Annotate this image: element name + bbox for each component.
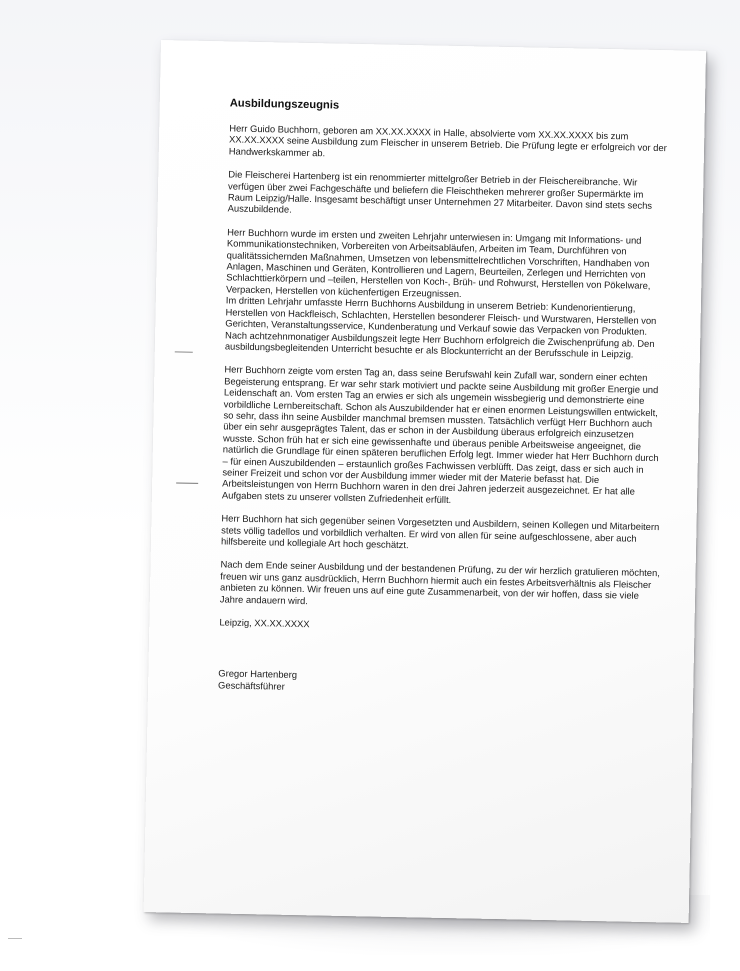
paragraph-training-year-3: Im dritten Lehrjahr umfasste Herrn Buchhorns Ausbildung in unserem Betrieb: Kundenorientierung, Herstellen von Hackfleisch, Schlachten, Herstellen besonderer Fleisch- und Wurstwaren, Herstellen von Gerichten, Veranstaltungsservice, Kundenberatung und Verkauf sowie das Verpacken von Produkten. Nach achtzehnmonatiger Ausbildungszeit legte Herr Buchhorn erfolgreich die Zwischenprüfung ab. Den ausbildungsbegleitenden Unterricht besuchte er als Blockunterricht an der Berufsschule in Leipzig. (224, 294, 657, 360)
paragraph-performance: Herr Buchhorn zeigte vom ersten Tag an, dass seine Berufswahl kein Zufall war, sondern einer echten Begeisterung entsprang. Er war sehr stark motiviert und packte seine Ausbildung mit großer Energie und Leidenschaft an. Vom ersten Tag an erwies er sich als ungemein wissbegierig und demonstrierte eine vorbildliche Lernbereitschaft. Schon als Auszubildender hat er einen enormen Leistungswillen entwickelt, so sehr, dass ihn seine Ausbilder manchmal bremsen mussten. Tatsächlich verfügt Herr Buchhorn auch über ein sehr ausgeprägtes Talent, das er schon in der Ausbildung überaus erfolgreich einzusetzen wusste. Schon früh hat er sich eine gewissenhafte und überaus penible Arbeitsweise angeeignet, die natürlich die Grundlage für einen späteren beruflichen Erfolg legt. Immer wieder hat Herr Buchhorn durch – für einen Auszubildenden – erstaunlich großes Fachwissen verblüfft. Das zeigt, dass er sich auch in seiner Freizeit und schon vor der Ausbildung immer wieder mit der Materie befasst hat. Die Arbeitsleistungen von Herrn Buchhorn waren in den drei Jahren jederzeit ausgezeichnet. Er hat alle Aufgaben stets zu unserer vollsten Zufriedenheit erfüllt. (221, 363, 659, 505)
document-title: Ausbildungszeugnis (229, 97, 340, 112)
paragraph-intro: Herr Guido Buchhorn, geboren am XX.XX.XXXX in Halle, absolvierte vom XX.XX.XXXX bis zum XX.XX.XXXX seine Ausbildung zum Fleischer in unserem Betrieb. Die Prüfung legte er erfolgreich vor der Handwerkskammer ab. (228, 122, 667, 159)
place-date: Leipzig, XX.XX.XXXX (219, 616, 310, 630)
fold-mark (175, 351, 193, 352)
signer-name: Gregor Hartenberg (218, 667, 298, 681)
paragraph-conduct: Herr Buchhorn hat sich gegenüber seinen Vorgesetzten und Ausbildern, seinen Kollegen und Mitarbeitern stets völlig tadellos und vorbildlich verhalten. Er wird von allen für seine aufgeschlossene, aber auch hilfsbereite und kollegiale Art hoch geschätzt. (220, 512, 660, 551)
document-page (144, 40, 706, 923)
paragraph-closing: Nach dem Ende seiner Ausbildung und der bestandenen Prüfung, zu der wir herzlich gratulieren möchten, freuen wir uns ganz ausdrücklich, Herrn Buchhorn hiermit auch ein festes Arbeitsverhältnis als Fleischer anbieten zu können. Wir freuen uns auf eine gute Zusammenarbeit, von der wir hoffen, dass sie viele Jahre andauern wird. (219, 558, 660, 606)
paragraph-training-years-1-2: Herr Buchhorn wurde im ersten und zweiten Lehrjahr unterwiesen in: Umgang mit Informations- und Kommunikationstechniken, Vorbereiten von Arbeitsabläufen, Arbeiten im Team, Durchführen von qualitätssichernden Maßnahmen, Umsetzen von lebensmittelrechtlichen Vorschriften, Handhaben von Anlagen, Maschinen und Geräten, Kontrollieren und Lagern, Beurteilen, Zerlegen und Herrichten von Schlachttierkörpern und –teilen, Herstellen von Koch-, Brüh- und Rohwurst, Herstellen von Pökelware, Verpacken, Herstellen von küchenfertigen Erzeugnissen. (225, 226, 651, 299)
document-content (218, 97, 670, 699)
signer-title: Geschäftsführer (218, 679, 285, 692)
paragraph-company: Die Fleischerei Hartenberg ist ein renommierter mittelgroßer Betrieb in der Fleischereibranche. Wir verfügen über zwei Fachgeschäfte und beliefern die Fleischtheken mehrerer großer Supermärkte im Raum Leipzig/Halle. Insgesamt beschäftigt unser Unternehmen 27 Mitarbeiter. Davon sind stets sechs Auszubildende. (227, 168, 653, 216)
punch-mark (176, 482, 198, 483)
corner-mark (8, 938, 22, 939)
